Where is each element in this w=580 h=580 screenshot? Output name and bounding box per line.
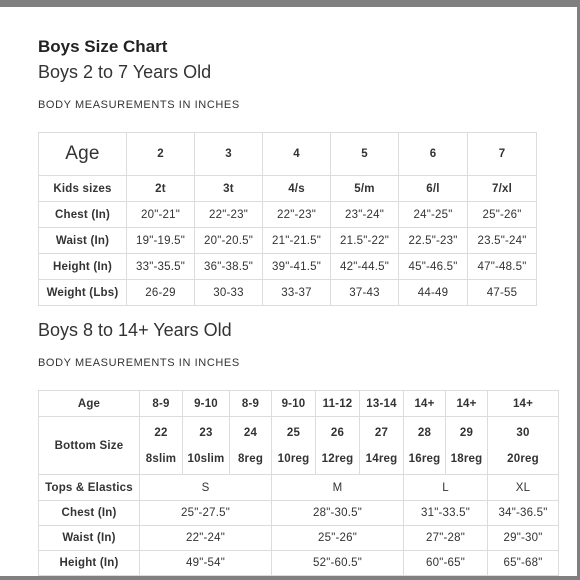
table-row bbox=[39, 280, 537, 306]
age-cell: 2 bbox=[127, 133, 195, 176]
table-cell: 49"-54" bbox=[140, 551, 272, 576]
table-cell: 60"-65" bbox=[404, 551, 488, 576]
table-cell: S bbox=[140, 475, 272, 501]
bottom-size-cell bbox=[316, 417, 360, 475]
table-row bbox=[39, 228, 537, 254]
table-cell: 23.5"-24" bbox=[468, 228, 537, 254]
table-cell: 22.5"-23" bbox=[399, 228, 468, 254]
table-cell: 21"-21.5" bbox=[263, 228, 331, 254]
table-cell: 33"-35.5" bbox=[127, 254, 195, 280]
bottom-size-cell bbox=[230, 417, 272, 475]
age-cell: 8-9 bbox=[230, 391, 272, 417]
bottom-size-number: 23 bbox=[199, 426, 213, 439]
table-cell: 21.5"-22" bbox=[331, 228, 399, 254]
table-cell: 25"-26" bbox=[468, 202, 537, 228]
age-cell: 14+ bbox=[446, 391, 488, 417]
table-cell: 47-55 bbox=[468, 280, 537, 306]
table-row bbox=[39, 133, 537, 176]
bottom-size-cell bbox=[488, 417, 559, 475]
table-cell: 27"-28" bbox=[404, 526, 488, 551]
table-cell: 5/m bbox=[331, 176, 399, 202]
table-cell: 22"-23" bbox=[195, 202, 263, 228]
table-cell: 25"-27.5" bbox=[140, 501, 272, 526]
age-cell: 13-14 bbox=[360, 391, 404, 417]
table-cell: 37-43 bbox=[331, 280, 399, 306]
row-label-height: Height (In) bbox=[39, 551, 140, 576]
table-cell: 24"-25" bbox=[399, 202, 468, 228]
table-cell: 29"-30" bbox=[488, 526, 559, 551]
bottom-size-fit: 10reg bbox=[277, 452, 310, 465]
bottom-size-fit: 20reg bbox=[507, 452, 539, 465]
table-cell: 2t bbox=[127, 176, 195, 202]
bottom-size-fit: 10slim bbox=[187, 452, 225, 465]
table-cell: 42"-44.5" bbox=[331, 254, 399, 280]
age-cell: 4 bbox=[263, 133, 331, 176]
age-cell: 6 bbox=[399, 133, 468, 176]
table-cell: 33-37 bbox=[263, 280, 331, 306]
top-border bbox=[0, 0, 580, 7]
row-label-chest: Chest (In) bbox=[39, 501, 140, 526]
bottom-size-number: 26 bbox=[330, 426, 345, 439]
bottom-size-number: 29 bbox=[459, 426, 474, 439]
table-cell: 4/s bbox=[263, 176, 331, 202]
bottom-size-fit: 8reg bbox=[237, 452, 264, 465]
age-cell: 7 bbox=[468, 133, 537, 176]
bottom-size-fit: 18reg bbox=[450, 452, 483, 465]
age-cell: 14+ bbox=[404, 391, 446, 417]
size-table-2-to-7 bbox=[38, 132, 537, 306]
row-label-weight: Weight (Lbs) bbox=[39, 280, 127, 306]
table-cell: 65"-68" bbox=[488, 551, 559, 576]
table-cell: 52"-60.5" bbox=[272, 551, 404, 576]
table-cell: M bbox=[272, 475, 404, 501]
bottom-border bbox=[0, 576, 580, 580]
page-title: Boys Size Chart bbox=[38, 37, 168, 56]
bottom-size-number: 22 bbox=[154, 426, 168, 439]
table-cell: 3t bbox=[195, 176, 263, 202]
age-cell: 5 bbox=[331, 133, 399, 176]
table-cell: 34"-36.5" bbox=[488, 501, 559, 526]
section2-heading: Boys 8 to 14+ Years Old bbox=[38, 320, 232, 340]
table-cell: 19"-19.5" bbox=[127, 228, 195, 254]
table-cell: 20"-21" bbox=[127, 202, 195, 228]
bottom-size-number: 30 bbox=[516, 426, 530, 439]
table-cell: 44-49 bbox=[399, 280, 468, 306]
table-cell: 7/xl bbox=[468, 176, 537, 202]
table-cell: 47"-48.5" bbox=[468, 254, 537, 280]
table-row bbox=[39, 202, 537, 228]
table-cell: XL bbox=[488, 475, 559, 501]
bottom-size-fit: 16reg bbox=[408, 452, 441, 465]
bottom-size-number: 24 bbox=[243, 426, 258, 439]
table-cell: 23"-24" bbox=[331, 202, 399, 228]
table-cell: 28"-30.5" bbox=[272, 501, 404, 526]
bottom-size-cell bbox=[360, 417, 404, 475]
age-label: Age bbox=[39, 391, 140, 417]
age-cell: 9-10 bbox=[272, 391, 316, 417]
bottom-size-number: 27 bbox=[374, 426, 389, 439]
row-label-chest: Chest (In) bbox=[39, 202, 127, 228]
table-row bbox=[39, 417, 559, 475]
table-row bbox=[39, 254, 537, 280]
bottom-size-fit: 8slim bbox=[145, 452, 177, 465]
bottom-size-fit: 12reg bbox=[321, 452, 354, 465]
bottom-size-cell bbox=[446, 417, 488, 475]
table-cell: 20"-20.5" bbox=[195, 228, 263, 254]
row-label-kids-sizes: Kids sizes bbox=[39, 176, 127, 202]
table-row bbox=[39, 176, 537, 202]
size-table-8-to-14 bbox=[38, 390, 559, 576]
row-label-height: Height (In) bbox=[39, 254, 127, 280]
table-cell: 36"-38.5" bbox=[195, 254, 263, 280]
row-label-tops: Tops & Elastics bbox=[39, 475, 140, 501]
bottom-size-cell bbox=[183, 417, 230, 475]
section1-caption: BODY MEASUREMENTS IN INCHES bbox=[38, 99, 240, 111]
age-label: Age bbox=[39, 133, 127, 176]
table-cell: 6/l bbox=[399, 176, 468, 202]
table-row bbox=[39, 526, 559, 551]
table-cell: 25"-26" bbox=[272, 526, 404, 551]
table-cell: 22"-24" bbox=[140, 526, 272, 551]
table-row bbox=[39, 475, 559, 501]
bottom-size-number: 28 bbox=[417, 426, 432, 439]
table-cell: L bbox=[404, 475, 488, 501]
table-cell: 26-29 bbox=[127, 280, 195, 306]
age-cell: 9-10 bbox=[183, 391, 230, 417]
table-row bbox=[39, 551, 559, 576]
bottom-size-cell bbox=[404, 417, 446, 475]
row-label-bottom-size: Bottom Size bbox=[39, 417, 140, 475]
table-cell: 45"-46.5" bbox=[399, 254, 468, 280]
section1-heading: Boys 2 to 7 Years Old bbox=[38, 62, 212, 82]
table-cell: 39"-41.5" bbox=[263, 254, 331, 280]
age-cell: 11-12 bbox=[316, 391, 360, 417]
table-cell: 31"-33.5" bbox=[404, 501, 488, 526]
bottom-size-cell bbox=[272, 417, 316, 475]
table-row bbox=[39, 391, 559, 417]
bottom-size-number: 25 bbox=[286, 426, 301, 439]
row-label-waist: Waist (In) bbox=[39, 228, 127, 254]
row-label-waist: Waist (In) bbox=[39, 526, 140, 551]
age-cell: 14+ bbox=[488, 391, 559, 417]
table-cell: 22"-23" bbox=[263, 202, 331, 228]
age-cell: 3 bbox=[195, 133, 263, 176]
bottom-size-fit: 14reg bbox=[365, 452, 398, 465]
table-cell: 30-33 bbox=[195, 280, 263, 306]
section2-caption: BODY MEASUREMENTS IN INCHES bbox=[38, 357, 240, 369]
bottom-size-cell bbox=[140, 417, 183, 475]
table-row bbox=[39, 501, 559, 526]
age-cell: 8-9 bbox=[140, 391, 183, 417]
